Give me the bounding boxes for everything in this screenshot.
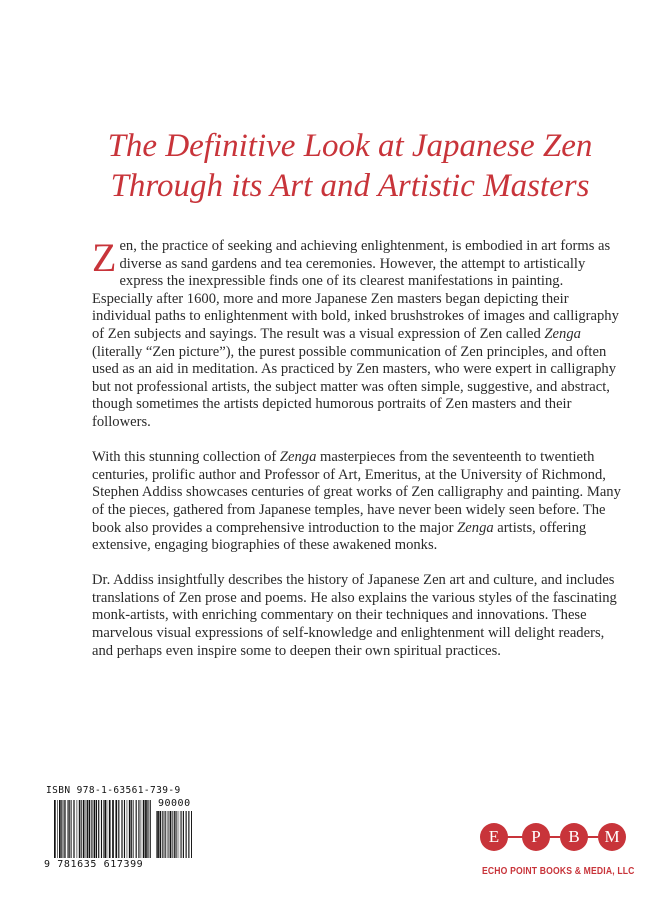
barcode-bar	[118, 800, 119, 858]
barcode-bar	[68, 800, 69, 858]
headline-line-2: Through its Art and Artistic Masters	[110, 168, 590, 204]
barcode-bar	[145, 800, 147, 858]
barcode-bar	[156, 811, 157, 858]
logo-letter-e: E	[480, 823, 508, 851]
paragraph-1: Zen, the practice of seeking and achieving enlightenment, is embodied in art forms as diverse as sand gardens and tea ceremonies. However, the attempt to artistically express the inexpressible finds one of its clearest manifestations in painting. Especially after 1600, more and more Japanese Zen masters began depicting their individual paths to enlightenment with bold, inked brushstrokes of images and calligraphy of Zen subjects and sayings. The result was a visual expression of Zen called Zenga (literally “Zen picture”), the purest possible communication of Zen principles, and often used as an aid in meditation. As practiced by Zen masters, who were expert in calligraphy but not professional artists, the subject matter was often simple, suggestive, and abstract, though sometimes the artists depicted humorous portraits of Zen masters and their followers.	[92, 235, 619, 430]
price-addon-number: 90000	[158, 798, 191, 809]
barcode-bar	[101, 800, 102, 858]
barcode-bar	[61, 800, 62, 858]
barcode-bar	[174, 811, 175, 858]
barcode-bar	[86, 800, 87, 858]
barcode-bar	[81, 800, 82, 858]
barcode-bar	[89, 800, 91, 858]
barcode-bar	[109, 800, 111, 858]
barcode-bar	[129, 800, 131, 858]
paragraph-3: Dr. Addiss insightfully describes the history of Japanese Zen art and culture, and includes translations of Zen prose and poems. He also explains the various styles of the fascinating monk-artists, with enriching commentary on their techniques and innovations. These marvelous visual expressions of self-knowledge and enlightenment will delight readers, and perhaps even inspire some to deepen their own spiritual practices.	[92, 572, 617, 659]
barcode-bar	[83, 800, 85, 858]
barcode-bar	[127, 800, 128, 858]
barcode-bar	[147, 800, 148, 858]
barcode-bar	[181, 811, 182, 858]
ean-barcode-bars	[54, 800, 152, 858]
barcode-bar	[170, 811, 172, 858]
publisher-name: ECHO POINT BOOKS & MEDIA, LLC	[482, 865, 635, 877]
barcode-bar	[167, 811, 168, 858]
drop-cap: Z	[92, 235, 117, 280]
barcode-bar	[57, 800, 58, 858]
barcode-bar	[59, 800, 61, 858]
barcode-bar	[64, 800, 65, 858]
logo-letters	[480, 823, 640, 863]
barcode-bar	[65, 800, 66, 858]
barcode-bar	[143, 800, 145, 858]
barcode-bar	[94, 800, 96, 858]
isbn-barcode	[40, 785, 192, 879]
barcode-bar	[98, 800, 99, 858]
barcode-bar	[69, 800, 70, 858]
barcode-bar	[186, 811, 187, 858]
barcode-bar	[54, 800, 56, 858]
paragraph-2: With this stunning collection of Zenga masterpieces from the seventeenth to twentieth centuries, prolific author and Professor of Art, Emeritus, at the University of Richmond, Stephen Addiss showcases centuries of great works of Zen calligraphy and painting. Many of the pieces, gathered from Japanese temples, have never been widely seen before. The book also provides a comprehensive introduction to the major Zenga artists, offering extensive, engaging biographies of these awakened monks.	[92, 449, 621, 554]
barcode-bar	[91, 800, 92, 858]
barcode-bar	[104, 800, 106, 858]
barcode-bar	[107, 800, 108, 858]
headline	[70, 126, 630, 206]
logo-letter-p: P	[522, 823, 550, 851]
barcode-bar	[136, 800, 137, 858]
isbn-number: ISBN 978-1-63561-739-9	[46, 785, 181, 796]
barcode-bar	[115, 800, 117, 858]
barcode-bar	[188, 811, 189, 858]
barcode-bar	[183, 811, 184, 858]
barcode-bar	[79, 800, 80, 858]
barcode-bar	[87, 800, 88, 858]
barcode-bar	[131, 800, 132, 858]
logo-letter-m: M	[598, 823, 626, 851]
publisher-logo	[480, 823, 670, 883]
barcode-bar	[169, 811, 170, 858]
barcode-bar	[162, 811, 163, 858]
barcode-bar	[77, 800, 78, 858]
barcode-bar	[180, 811, 181, 858]
barcode-bar	[191, 811, 192, 858]
barcode-bar	[150, 800, 151, 858]
barcode-bar	[112, 800, 114, 858]
barcode-bar	[138, 800, 139, 858]
barcode-bar	[133, 800, 134, 858]
description	[92, 235, 624, 678]
addon-barcode-bars	[156, 811, 192, 858]
barcode-bar	[103, 800, 104, 858]
barcode-bar	[121, 800, 122, 858]
logo-letter-b: B	[560, 823, 588, 851]
barcode-bar	[71, 800, 72, 858]
barcode-bar	[175, 811, 176, 858]
barcode-bar	[124, 800, 125, 858]
barcode-bar	[165, 811, 166, 858]
barcode-bar	[73, 800, 74, 858]
barcode-bar	[172, 811, 173, 858]
barcode-bar	[74, 800, 75, 858]
barcode-bar	[141, 800, 142, 858]
barcode-bar	[122, 800, 123, 858]
ean-digits: 9 781635 617399	[44, 859, 144, 870]
barcode-bar	[160, 811, 162, 858]
barcode-bar	[178, 811, 179, 858]
headline-line-1: The Definitive Look at Japanese Zen	[107, 128, 593, 164]
barcode-bar	[157, 811, 159, 858]
barcode-bar	[96, 800, 97, 858]
